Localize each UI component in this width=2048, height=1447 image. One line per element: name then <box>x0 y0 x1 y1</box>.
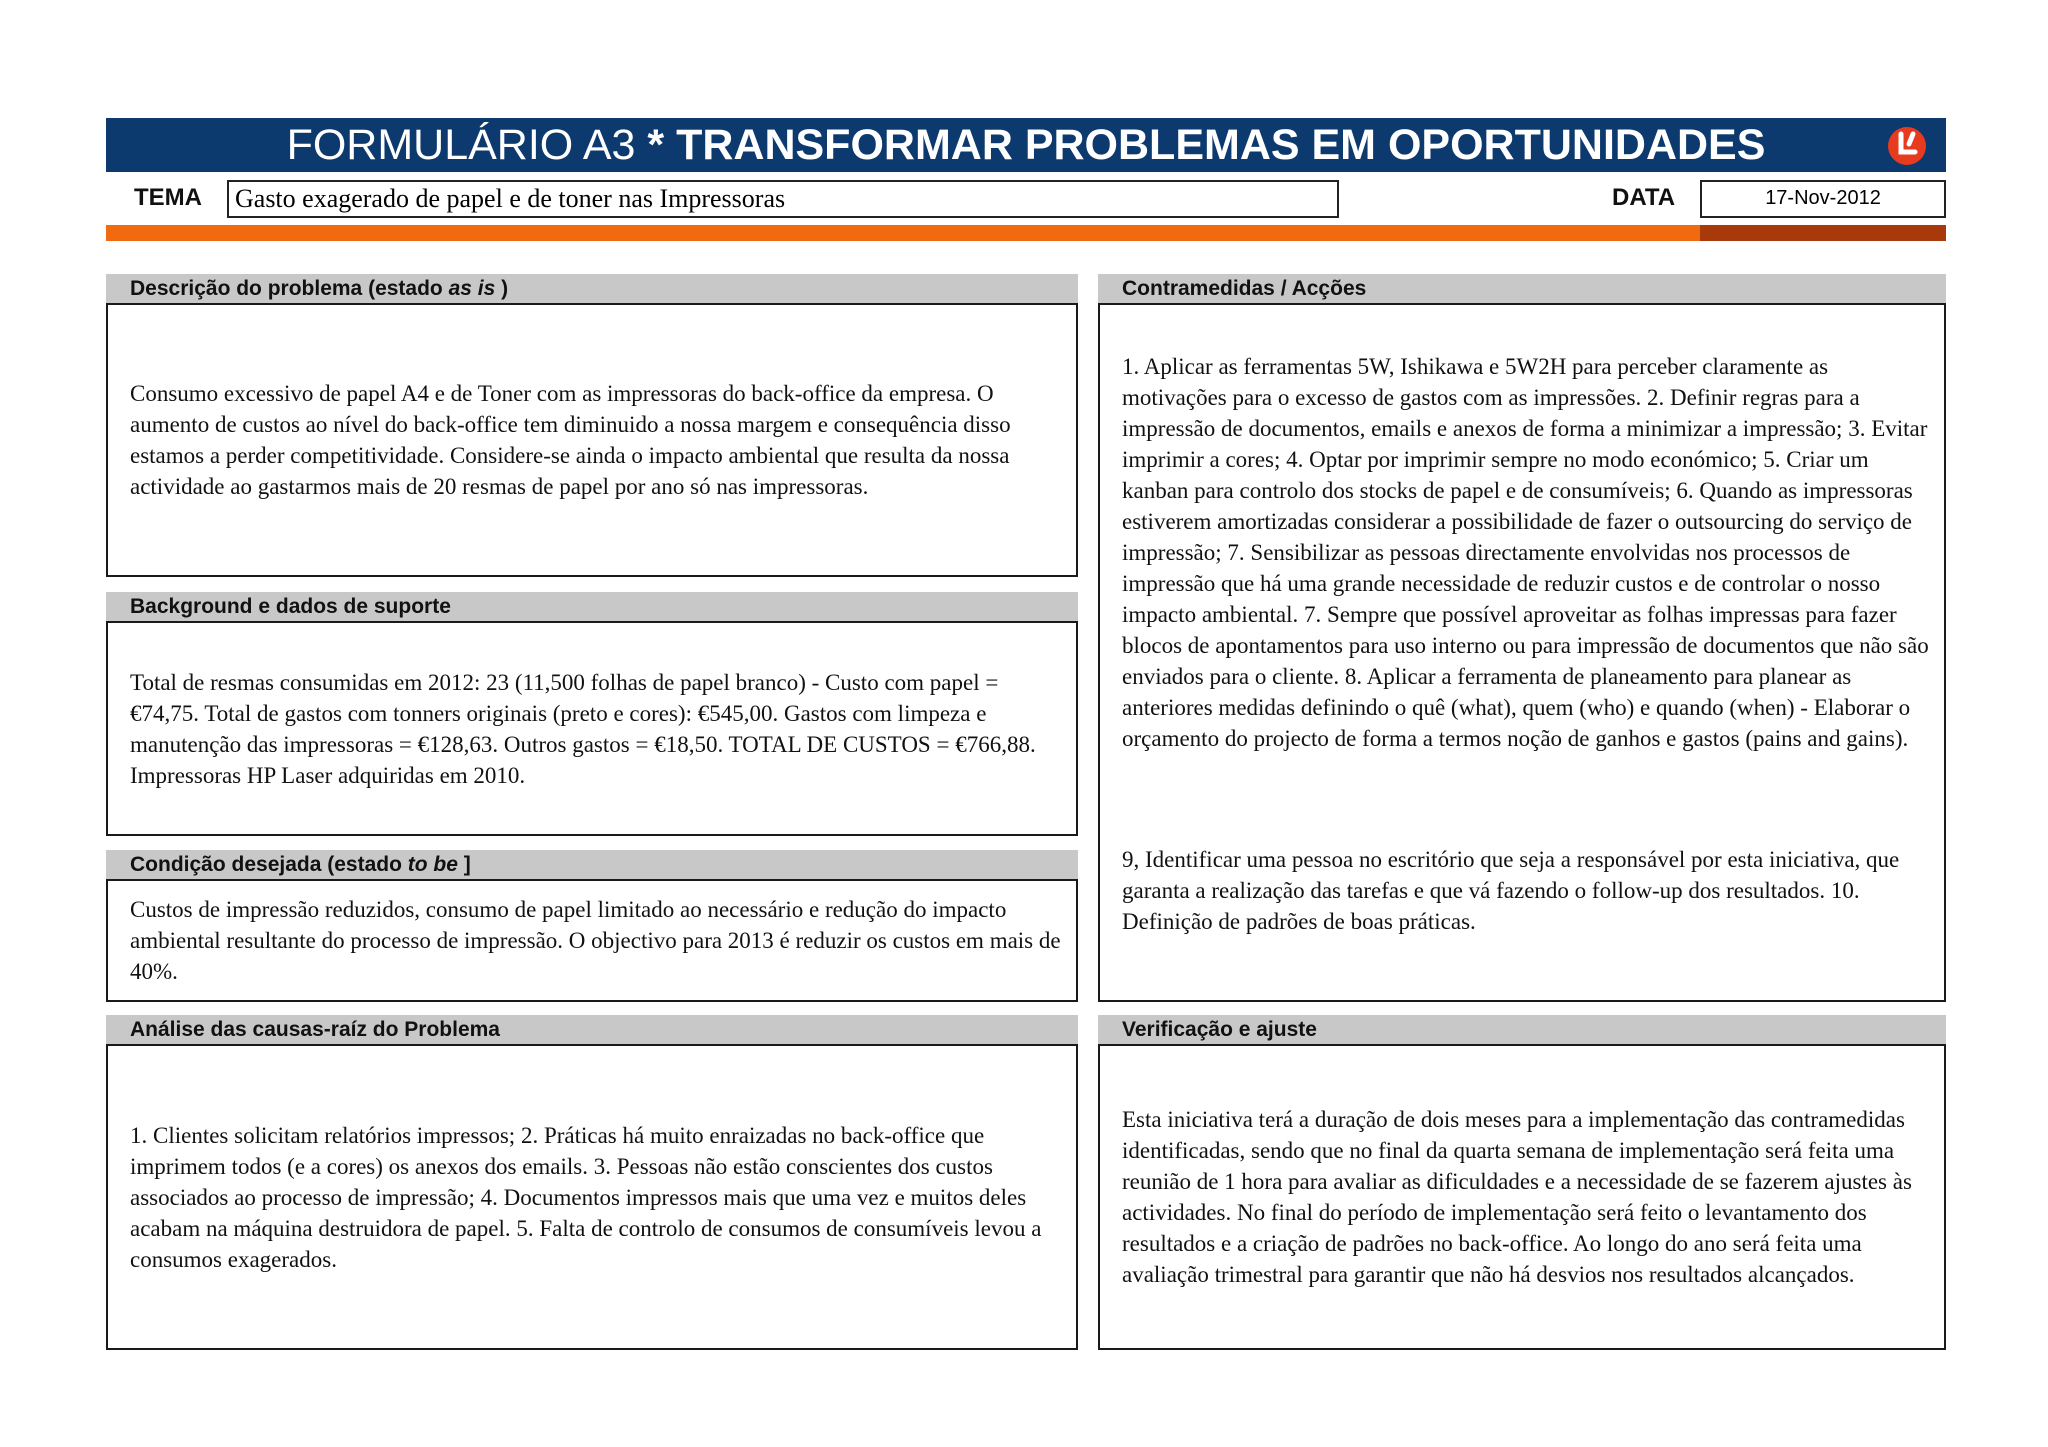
accent-bar <box>106 225 1700 241</box>
contramedidas-box <box>1098 303 1946 1002</box>
analise-text: 1. Clientes solicitam relatórios impressos; 2. Práticas há muito enraizadas no back-office que imprimem todos (e a cores) os anexos dos emails. 3. Pessoas não estão conscientes dos custos associados ao processo de impressão; 4. Documentos impressos mais que uma vez e muitos deles acabam na máquina destruidora de papel. 5. Falta de controlo de consumos de consumíveis levou a consumos exagerados. <box>130 1122 1042 1272</box>
contramedidas-text-2: 9, Identificar uma pessoa no escritório que seja a responsável por esta iniciativa, que garanta a realização das tarefas e que vá fazendo o follow-up dos resultados. 10. Definição de padrões de boas práticas. <box>1122 847 1900 934</box>
section-title-descricao: Descrição do problema (estado as is ) <box>106 274 1078 304</box>
background-box <box>106 621 1078 836</box>
verificacao-box <box>1098 1044 1946 1350</box>
form-header <box>106 118 1946 172</box>
condicao-box <box>106 879 1078 1002</box>
tema-label: TEMA <box>134 184 202 211</box>
tema-field[interactable]: Gasto exagerado de papel e de toner nas Impressoras <box>227 180 1339 218</box>
section-title-analise: Análise das causas-raíz do Problema <box>106 1015 1078 1045</box>
data-field[interactable]: 17-Nov-2012 <box>1700 180 1946 218</box>
form-title-bold: * TRANSFORMAR PROBLEMAS EM OPORTUNIDADES <box>647 121 1766 169</box>
company-logo-icon <box>1886 125 1928 167</box>
data-label: DATA <box>1612 184 1676 211</box>
analise-box <box>106 1044 1078 1350</box>
accent-bar-dark <box>1700 225 1946 241</box>
section-title-contramedidas: Contramedidas / Acções <box>1098 274 1946 304</box>
verificacao-text: Esta iniciativa terá a duração de dois meses para a implementação das contramedidas identificadas, sendo que no final da quarta semana de implementação será feita uma reunião de 1 hora para avaliar as dificuldades e a necessidade de se fazerem ajustes às actividades. No final do período de implementação será feito o levantamento dos resultados e a criação de padrões no back-office. Ao longo do ano será feita uma avaliação trimestral para garantir que não há desvios nos resultados alcançados. <box>1122 1107 1912 1287</box>
descricao-text: Consumo excessivo de papel A4 e de Toner com as impressoras do back-office da empresa. O aumento de custos ao nível do back-office tem diminuido a nossa margem e consequência disso estamos a perder competitividade. Considere-se ainda o impacto ambiental que resulta da nossa actividade ao gastarmos mais de 20 resmas de papel por ano só nas impressoras. <box>130 381 1011 499</box>
descricao-box <box>106 303 1078 577</box>
background-text: Total de resmas consumidas em 2012: 23 (11,500 folhas de papel branco) - Custo com papel = €74,75. Total de gastos com tonners originais (preto e cores): €545,00. Gastos com limpeza e manutenção das impressoras = €128,63. Outros gastos = €18,50. TOTAL DE CUSTOS = €766,88. Impressoras HP Laser adquiridas em 2010. <box>130 669 1036 788</box>
condicao-text: Custos de impressão reduzidos, consumo de papel limitado ao necessário e redução do impacto ambiental resultante do processo de impressão. O objectivo para 2013 é reduzir os custos em mais de 40%. <box>130 897 1061 984</box>
section-title-condicao: Condição desejada (estado to be ] <box>106 850 1078 880</box>
section-title-verificacao: Verificação e ajuste <box>1098 1015 1946 1045</box>
contramedidas-text-1: 1. Aplicar as ferramentas 5W, Ishikawa e 5W2H para perceber claramente as motivações para o excesso de gastos com as impressões. 2. Definir regras para a impressão de documentos, emails e anexos de forma a minimizar a impressão; 3. Evitar imprimir a cores; 4. Optar por imprimir sempre no modo económico; 5. Criar um kanban para controlo dos stocks de papel e de consumíveis; 6. Quando as impressoras estiverem amortizadas considerar a possibilidade de fazer o outsourcing do serviço de impressão; 7. Sensibilizar as pessoas directamente envolvidas nos processos de impressão que há uma grande necessidade de reduzir custos e de controlar o nosso impacto ambiental. 7. Sempre que possível aproveitar as folhas impressas para fazer blocos de apontamentos para uso interno ou para impressão de documentos que não são enviados para o cliente. 8. Aplicar a ferramenta de planeamento para planear as anteriores medidas definindo o quê (what), quem (who) e quando (when) - Elaborar o orçamento do projecto de forma a termos noção de ganhos e gastos (pains and gains). <box>1122 354 1929 751</box>
form-title-light: FORMULÁRIO A3 <box>286 121 636 169</box>
section-title-background: Background e dados de suporte <box>106 592 1078 622</box>
